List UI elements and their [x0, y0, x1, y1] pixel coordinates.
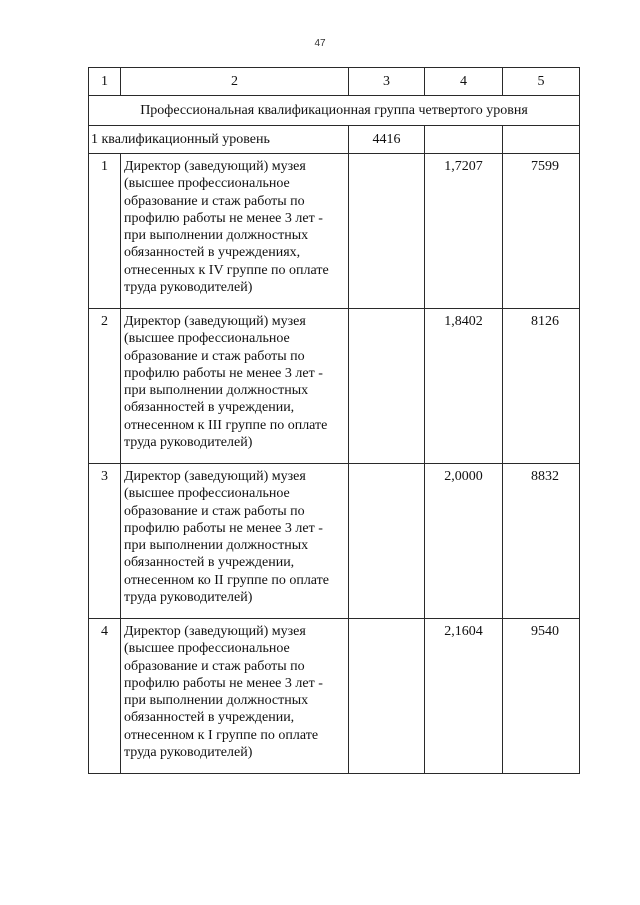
description-line: (высшее профессиональное: [124, 486, 290, 502]
coefficient: 2,1604: [425, 619, 503, 774]
description-line: образование и стаж работы по: [124, 348, 305, 364]
empty-cell: [503, 126, 580, 154]
table-row: [89, 464, 580, 619]
column-header: 1: [89, 68, 121, 96]
column-header: 3: [349, 68, 425, 96]
empty-cell: [349, 464, 425, 619]
description-line: (высшее профессиональное: [124, 176, 290, 192]
empty-cell: [349, 154, 425, 309]
table-row: [89, 619, 580, 774]
row-number: 1: [89, 154, 121, 309]
coefficient: 2,0000: [425, 464, 503, 619]
group-title-row: [89, 96, 580, 126]
description-line: труда руководителей): [124, 745, 253, 761]
qualification-level-row: [89, 126, 580, 154]
row-number: 3: [89, 464, 121, 619]
description-line: профилю работы не менее 3 лет -: [124, 520, 323, 536]
table-row: [89, 154, 580, 309]
salary: 8832: [503, 464, 580, 619]
empty-cell: [425, 126, 503, 154]
description-line: профилю работы не менее 3 лет -: [124, 675, 323, 691]
empty-cell: [349, 619, 425, 774]
description-line: отнесенном ко II группе по оплате: [124, 572, 329, 588]
description-line: отнесенном к III группе по оплате: [124, 417, 328, 433]
position-description: [121, 309, 349, 464]
table-header-row: [89, 68, 580, 96]
table-row: [89, 309, 580, 464]
page-number: 47: [314, 38, 326, 49]
salary: 8126: [503, 309, 580, 464]
description-line: Директор (заведующий) музея: [124, 624, 306, 639]
description-line: Директор (заведующий) музея: [124, 314, 306, 329]
coefficient: 1,7207: [425, 154, 503, 309]
description-line: Директор (заведующий) музея: [124, 159, 306, 174]
row-number: 4: [89, 619, 121, 774]
description-line: образование и стаж работы по: [124, 503, 305, 519]
salary: 7599: [503, 154, 580, 309]
description-line: (высшее профессиональное: [124, 641, 290, 657]
description-line: при выполнении должностных: [124, 538, 309, 554]
description-line: (высшее профессиональное: [124, 331, 290, 347]
position-description: [121, 154, 349, 309]
description-line: при выполнении должностных: [124, 383, 309, 399]
description-line: образование и стаж работы по: [124, 193, 305, 209]
description-line: труда руководителей): [124, 435, 253, 451]
coefficient: 1,8402: [425, 309, 503, 464]
description-line: обязанностей в учреждениях,: [124, 245, 301, 261]
column-header: 5: [503, 68, 580, 96]
description-line: обязанностей в учреждении,: [124, 710, 295, 726]
description-line: обязанностей в учреждении,: [124, 400, 295, 416]
group-title: Профессиональная квалификационная группа четвертого уровня: [89, 96, 580, 126]
description-line: отнесенном к I группе по оплате: [124, 727, 319, 743]
description-line: при выполнении должностных: [124, 228, 309, 244]
position-description: [121, 619, 349, 774]
description-line: труда руководителей): [124, 590, 253, 606]
description-line: образование и стаж работы по: [124, 658, 305, 674]
row-number: 2: [89, 309, 121, 464]
description-line: Директор (заведующий) музея: [124, 469, 306, 484]
base-salary: 4416: [349, 126, 425, 154]
salary: 9540: [503, 619, 580, 774]
column-header: 2: [121, 68, 349, 96]
position-description: [121, 464, 349, 619]
salary-table: [88, 67, 580, 774]
description-line: отнесенных к IV группе по оплате: [124, 262, 329, 278]
empty-cell: [349, 309, 425, 464]
description-line: профилю работы не менее 3 лет -: [124, 210, 323, 226]
description-line: обязанностей в учреждении,: [124, 555, 295, 571]
qualification-level-name: 1 квалификационный уровень: [89, 126, 349, 154]
column-header: 4: [425, 68, 503, 96]
description-line: труда руководителей): [124, 280, 253, 296]
description-line: при выполнении должностных: [124, 693, 309, 709]
description-line: профилю работы не менее 3 лет -: [124, 365, 323, 381]
